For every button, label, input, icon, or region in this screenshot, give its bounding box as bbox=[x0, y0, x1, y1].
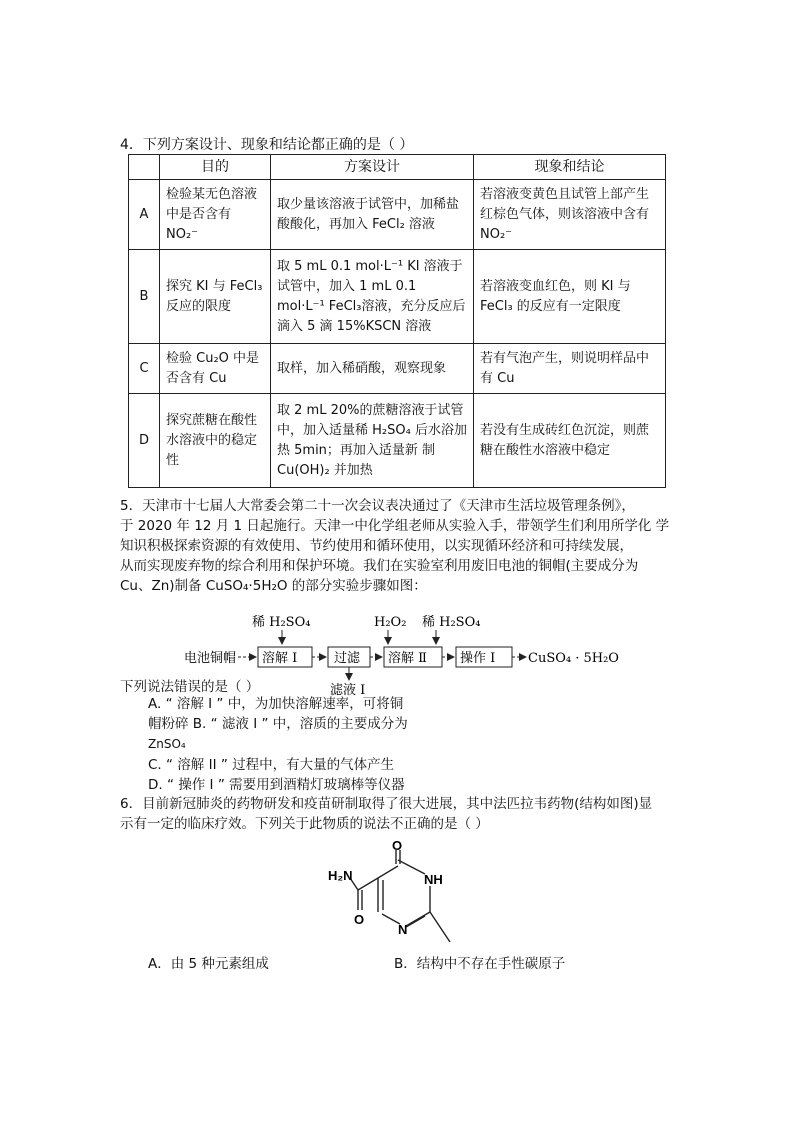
q6-line: 6．目前新冠肺炎的药物研发和疫苗研制取得了很大进展，其中法匹拉韦药物(结构如图)显 bbox=[120, 796, 653, 812]
row-key: C bbox=[129, 344, 160, 394]
q6-paragraph bbox=[120, 794, 680, 834]
table-row bbox=[129, 344, 666, 394]
atom-h2n: H₂N bbox=[328, 868, 353, 883]
table-row bbox=[129, 180, 666, 250]
q5-option: ZnSO₄ bbox=[148, 737, 186, 751]
row-result: 若没有生成砖红色沉淀，则蔗糖在酸性水溶液中稳定 bbox=[474, 394, 666, 488]
q6-option-a: A．由 5 种元素组成 bbox=[148, 956, 269, 972]
atom-o-top: O bbox=[392, 838, 403, 853]
row-design: 取样，加入稀硝酸，观察现象 bbox=[271, 344, 474, 394]
header-design: 方案设计 bbox=[271, 155, 474, 180]
q6-option-b: B．结构中不存在手性碳原子 bbox=[394, 956, 566, 972]
q6-line: 示有一定的临床疗效。下列关于此物质的说法不正确的是（ ） bbox=[120, 816, 489, 832]
flow-step-4: 操作 Ⅰ bbox=[460, 651, 496, 666]
flow-step-1: 溶解 Ⅰ bbox=[262, 651, 298, 666]
q5-option: C. “ 溶解 II ” 过程中，有大量的气体产生 bbox=[148, 757, 395, 773]
row-result: 若溶液变黄色且试管上部产生红棕色气体，则该溶液中含有 NO₂⁻ bbox=[474, 180, 666, 250]
row-design: 取 5 mL 0.1 mol·L⁻¹ KI 溶液于试管中，加入 1 mL 0.1 mol·L⁻¹ FeCl₃溶液，充分反应后滴入 5 滴 15%KSCN 溶液 bbox=[271, 250, 474, 344]
q5-line: 知识积极探索资源的有效使用、节约使用和循环使用，以实现循环经济和可持续发展， bbox=[120, 538, 633, 554]
header-result: 现象和结论 bbox=[474, 155, 666, 180]
row-purpose: 探究蔗糖在酸性水溶液中的稳定性 bbox=[160, 394, 271, 488]
flow-reagent-3: 稀 H₂SO₄ bbox=[422, 615, 481, 630]
row-purpose: 检验 Cu₂O 中是否含有 Cu bbox=[160, 344, 271, 394]
flow-reagent-1: 稀 H₂SO₄ bbox=[252, 615, 311, 630]
flow-product: CuSO₄ · 5H₂O bbox=[528, 651, 619, 666]
atom-n: N bbox=[398, 922, 408, 937]
table-row bbox=[129, 250, 666, 344]
row-result: 若有气泡产生，则说明样品中有 Cu bbox=[474, 344, 666, 394]
flow-filtrate: 滤液 Ⅰ bbox=[330, 683, 366, 698]
flow-start: 电池铜帽 bbox=[184, 651, 237, 666]
q5-question: 下列说法错误的是（ ） bbox=[120, 679, 260, 695]
flow-step-3: 溶解 Ⅱ bbox=[388, 651, 427, 666]
q5-option: 帽粉碎 B. “ 滤液 Ⅰ ” 中，溶质的主要成分为 bbox=[148, 716, 408, 732]
q5-paragraph bbox=[120, 496, 680, 596]
row-purpose: 探究 KI 与 FeCl₃ 反应的限度 bbox=[160, 250, 271, 344]
row-result: 若溶液变血红色，则 KI 与 FeCl₃ 的反应有一定限度 bbox=[474, 250, 666, 344]
q5-line: 5．天津市十七届人大常委会第二十一次会议表决通过了《天津市生活垃圾管理条例》， bbox=[120, 498, 635, 514]
q5-option: A. “ 溶解 Ⅰ ” 中，为加快溶解速率，可将铜 bbox=[148, 696, 404, 712]
flow-step-2: 过滤 bbox=[334, 651, 361, 666]
row-design: 取少量该溶液于试管中，加稀盐酸酸化，再加入 FeCl₂ 溶液 bbox=[271, 180, 474, 250]
q5-option: D. “ 操作 Ⅰ ” 需要用到酒精灯玻璃棒等仪器 bbox=[148, 777, 405, 793]
q4-table bbox=[128, 154, 666, 488]
table-header-row bbox=[129, 155, 666, 180]
row-key: D bbox=[129, 394, 160, 488]
table-row bbox=[129, 394, 666, 488]
q5-line: Cu、Zn)制备 CuSO₄·5H₂O 的部分实验步骤如图： bbox=[120, 578, 427, 594]
row-purpose: 检验某无色溶液中是否含有 NO₂⁻ bbox=[160, 180, 271, 250]
row-key: A bbox=[129, 180, 160, 250]
favipiravir-structure bbox=[320, 838, 480, 948]
row-key: B bbox=[129, 250, 160, 344]
row-design: 取 2 mL 20%的蔗糖溶液于试管中，加入适量稀 H₂SO₄ 后水浴加热 5min；再加入适量新 制 Cu(OH)₂ 并加热 bbox=[271, 394, 474, 488]
q4-stem: 4．下列方案设计、现象和结论都正确的是（ ） bbox=[120, 137, 414, 153]
flow-reagent-2: H₂O₂ bbox=[374, 615, 407, 630]
header-purpose: 目的 bbox=[160, 155, 271, 180]
q5-line: 从而实现废弃物的综合利用和保护环境。我们在实验室利用废旧电池的铜帽(主要成分为 bbox=[120, 558, 639, 574]
header-key bbox=[129, 155, 160, 180]
atom-nh: NH bbox=[424, 872, 443, 887]
q5-line: 于 2020 年 12 月 1 日起施行。天津一中化学组老师从实验入手，带领学生们利用所学化 学 bbox=[120, 518, 670, 534]
atom-o-amide: O bbox=[354, 912, 365, 927]
